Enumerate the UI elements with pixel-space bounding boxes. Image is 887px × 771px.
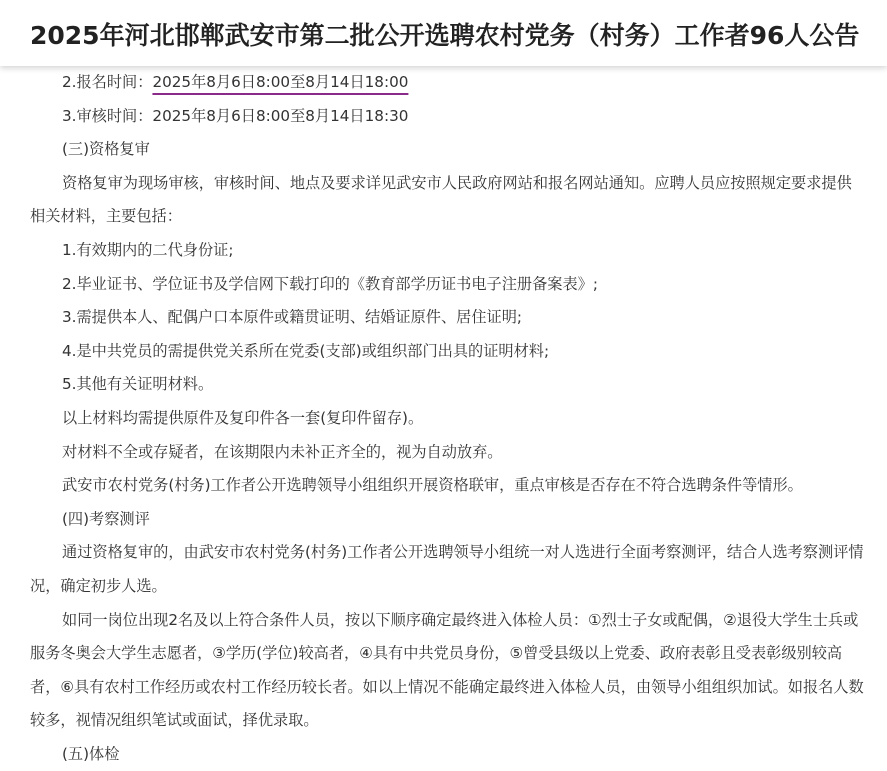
- joint-review-note: 武安市农村党务(村务)工作者公开选聘领导小组组织开展资格联审，重点审核是否存在不符合选聘条件等情形。: [62, 476, 803, 495]
- article-body: [30, 66, 865, 771]
- registration-time-label: 2.报名时间：: [62, 73, 153, 91]
- priority-rules: 如同一岗位出现2名及以上符合条件人员，按以下顺序确定最终进入体检人员：①烈士子女或配偶，②退役大学生士兵或服务冬奥会大学生志愿者，③学历(学位)较高者，④具有中共党员身份，⑤曾受县级以上党委、政府表彰且受表彰级别较高者，⑥具有农村工作经历或农村工作经历较长者。如以上情况不能确定最终进入体检人员，由领导小组组织加试。如报名人数较多，视情况组织笔试或面试，择优录取。: [30, 610, 864, 730]
- section-4-text: 通过资格复审的，由武安市农村党务(村务)工作者公开选聘领导小组统一对人选进行全面考察测评，结合人选考察测评情况，确定初步人选。: [30, 543, 864, 595]
- registration-time-value: 2025年8月6日8:00至8月14日18:00: [152, 73, 409, 91]
- section-4-title: (四)考察测评: [62, 509, 150, 528]
- page-title: 2025年河北邯郸武安市第二批公开选聘农村党务（村务）工作者96人公告: [30, 21, 860, 50]
- incomplete-note: 对材料不全或存疑者，在该期限内未补正齐全的，视为自动放弃。: [62, 442, 503, 461]
- material-item-3: 3.需提供本人、配偶户口本原件或籍贯证明、结婚证原件、居住证明;: [62, 308, 523, 327]
- review-time: 3.审核时间：2025年8月6日8:00至8月14日18:30: [62, 106, 409, 125]
- material-item-2: 2.毕业证书、学位证书及学信网下载打印的《教育部学历证书电子注册备案表》;: [62, 274, 598, 293]
- section-5-title: (五)体检: [62, 744, 120, 763]
- section-3-title: (三)资格复审: [62, 140, 150, 159]
- section-3-intro: 资格复审为现场审核，审核时间、地点及要求详见武安市人民政府网站和报名网站通知。应聘人员应按照规定要求提供相关材料，主要包括：: [30, 173, 852, 226]
- material-item-4: 4.是中共党员的需提供党关系所在党委(支部)或组织部门出具的证明材料;: [62, 341, 550, 360]
- material-item-5: 5.其他有关证明材料。: [62, 375, 214, 394]
- material-item-1: 1.有效期内的二代身份证;: [62, 240, 234, 259]
- page-header: [0, 0, 887, 66]
- registration-time: [30, 66, 865, 100]
- copies-note: 以上材料均需提供原件及复印件各一套(复印件留存)。: [62, 408, 424, 427]
